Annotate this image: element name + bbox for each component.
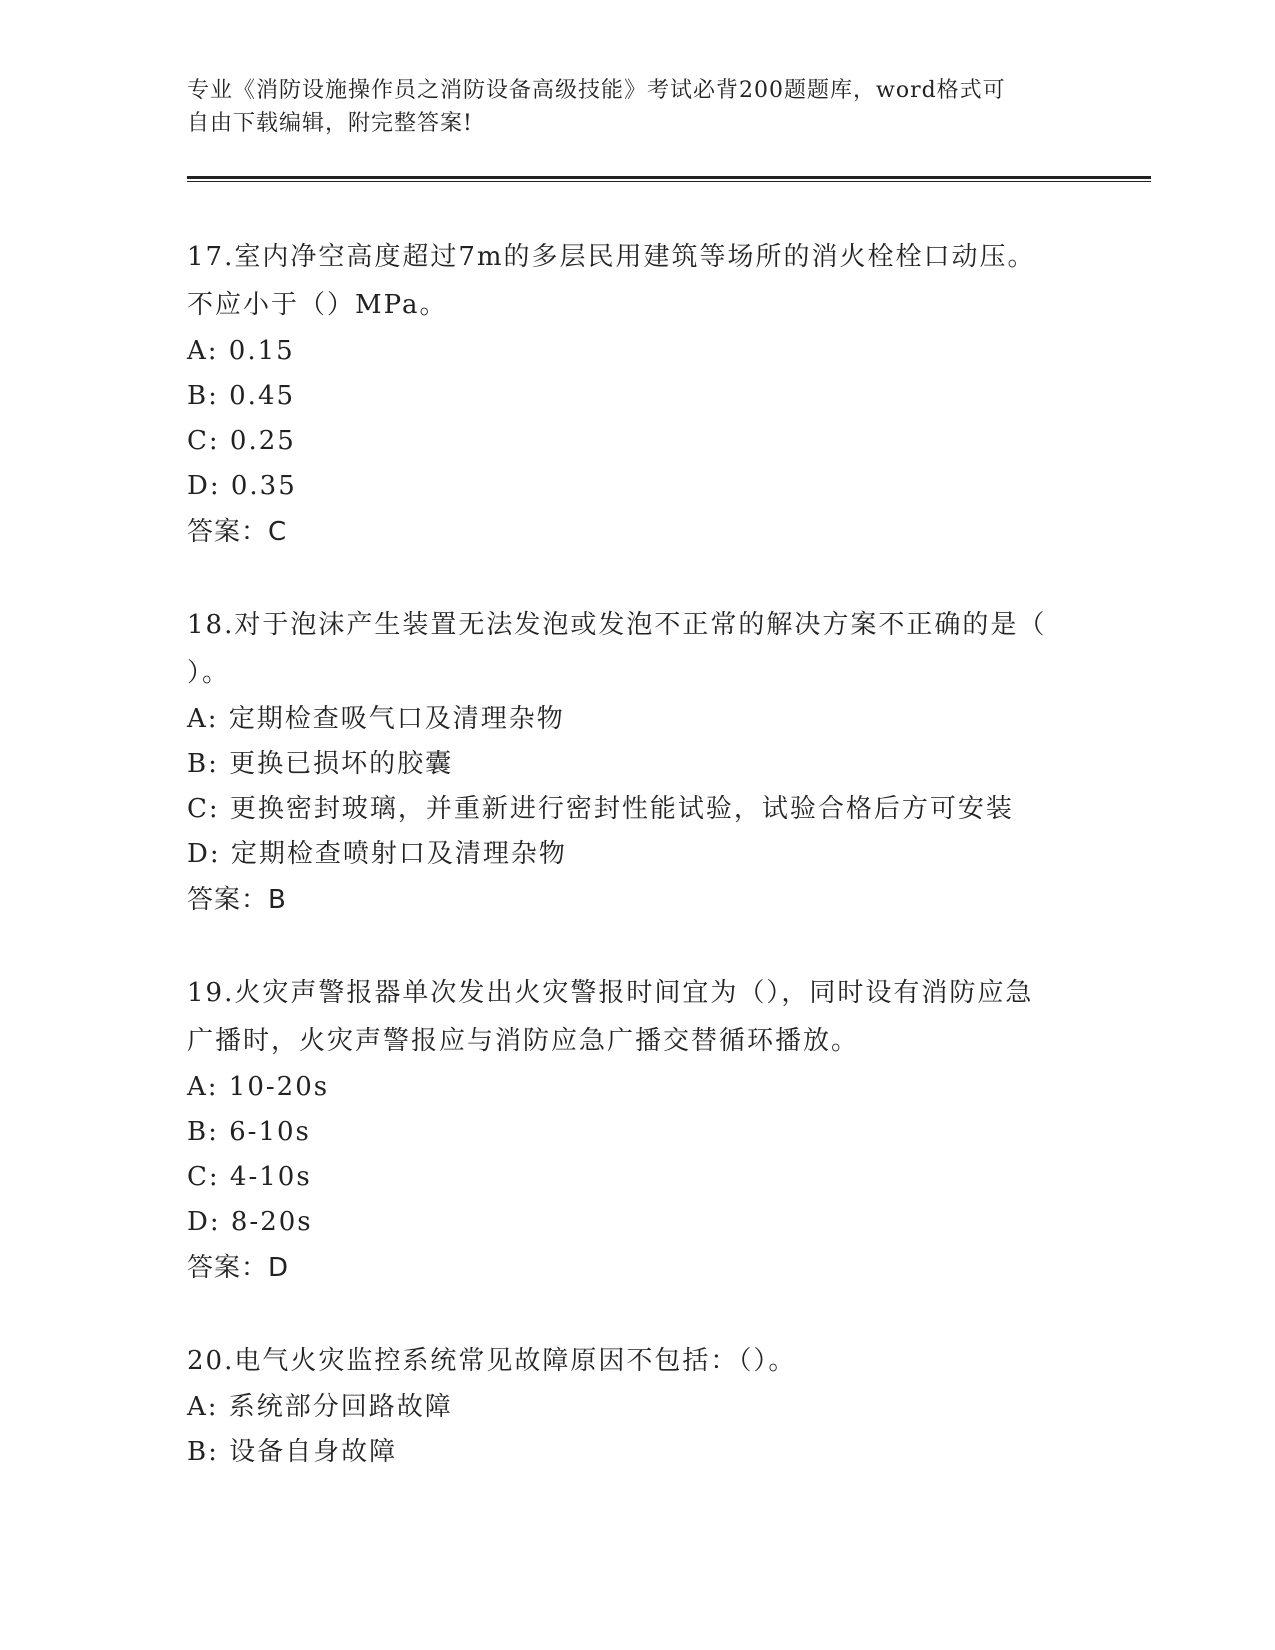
option-b: B: 设备自身故障 bbox=[187, 1437, 398, 1467]
question-stem-line: 19.火灾声警报器单次发出火灾警报时间宜为（），同时设有消防应急 bbox=[187, 978, 1034, 1008]
option-d: D: 定期检查喷射口及清理杂物 bbox=[187, 839, 567, 869]
option-a: A: 系统部分回路故障 bbox=[187, 1392, 453, 1422]
answer-line: 答案：D bbox=[187, 1253, 290, 1283]
question-19 bbox=[187, 969, 1087, 1291]
option-b: B: 6-10s bbox=[187, 1117, 311, 1147]
question-stem-line: 18.对于泡沫产生装置无法发泡或发泡不正常的解决方案不正确的是（ bbox=[187, 610, 1047, 640]
header-line-1: 专业《消防设施操作员之消防设备高级技能》考试必背200题题库，word格式可 bbox=[187, 78, 1006, 103]
option-c: C: 0.25 bbox=[187, 426, 296, 456]
question-stem-line: 20.电气火灾监控系统常见故障原因不包括：（）。 bbox=[187, 1346, 797, 1376]
option-c: C: 4-10s bbox=[187, 1162, 312, 1192]
option-a: A: 0.15 bbox=[187, 336, 295, 366]
header-rule-thick bbox=[187, 176, 1151, 179]
option-b: B: 更换已损坏的胶囊 bbox=[187, 749, 454, 779]
question-list bbox=[187, 233, 1087, 1521]
option-d: D: 0.35 bbox=[187, 471, 297, 501]
question-20 bbox=[187, 1337, 1087, 1475]
option-c: C: 更换密封玻璃，并重新进行密封性能试验，试验合格后方可安装 bbox=[187, 794, 1014, 824]
question-stem-line: 不应小于（）MPa。 bbox=[187, 290, 448, 320]
option-a: A: 10-20s bbox=[187, 1072, 330, 1102]
question-stem-line: 17.室内净空高度超过7m的多层民用建筑等场所的消火栓栓口动压。 bbox=[187, 242, 1036, 272]
answer-line: 答案：B bbox=[187, 885, 287, 915]
question-stem-line: ）。 bbox=[187, 658, 231, 688]
question-stem-line: 广播时，火灾声警报应与消防应急广播交替循环播放。 bbox=[187, 1026, 860, 1056]
question-17 bbox=[187, 233, 1087, 555]
option-d: D: 8-20s bbox=[187, 1207, 313, 1237]
answer-line: 答案：C bbox=[187, 517, 288, 547]
option-b: B: 0.45 bbox=[187, 381, 296, 411]
header-line-2: 自由下载编辑，附完整答案! bbox=[187, 111, 473, 136]
document-header bbox=[187, 74, 1067, 140]
question-18 bbox=[187, 601, 1087, 923]
option-a: A: 定期检查吸气口及清理杂物 bbox=[187, 704, 565, 734]
header-rule-thin bbox=[187, 181, 1151, 182]
